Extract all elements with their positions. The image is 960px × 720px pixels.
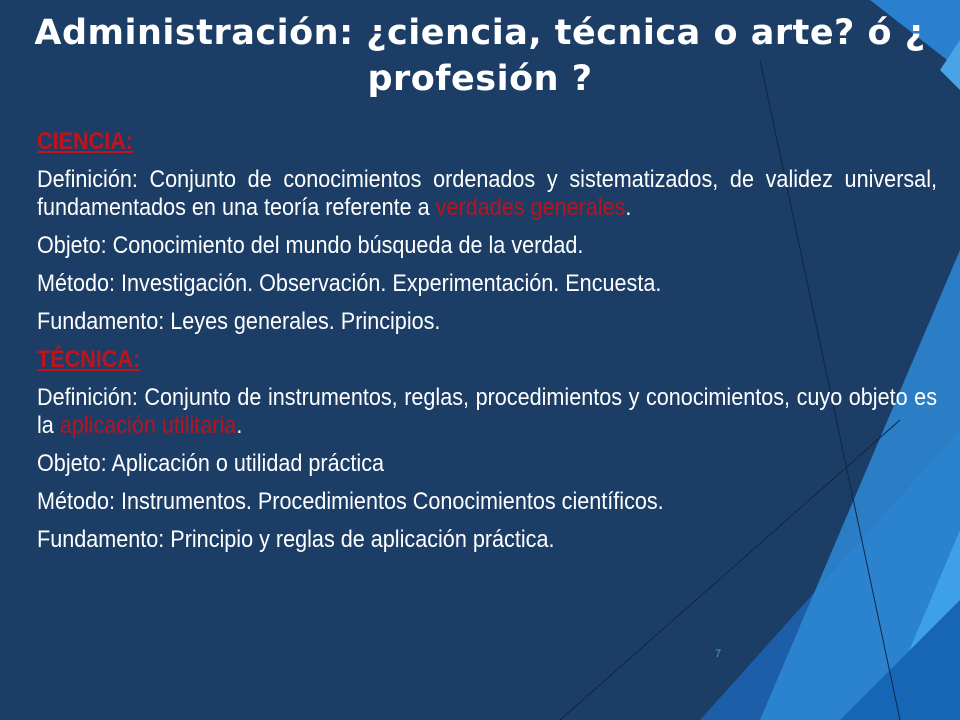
tecnica-definicion-highlight: aplicación utilitaria (59, 412, 237, 439)
tecnica-fundamento: Fundamento: Principio y reglas de aplicación práctica. (37, 526, 555, 553)
slide-body (37, 124, 937, 554)
page-number: 7 (715, 648, 722, 660)
ciencia-definicion-end: . (625, 194, 632, 221)
ciencia-objeto: Objeto: Conocimiento del mundo búsqueda de la verdad. (37, 232, 584, 259)
section-heading-ciencia: CIENCIA: (37, 128, 134, 155)
ciencia-fundamento: Fundamento: Leyes generales. Principios. (37, 308, 441, 335)
tecnica-metodo: Método: Instrumentos. Procedimientos Conocimientos científicos. (37, 488, 664, 515)
tecnica-definicion-text: Definición: Conjunto de instrumentos, reglas, procedimientos y conocimientos, cuyo objeto es la (37, 384, 937, 439)
ciencia-definicion-text: Definición: Conjunto de conocimientos ordenados y sistematizados, de validez universal, fundamentados en una teoría referente a (37, 166, 937, 221)
tecnica-definicion (37, 384, 937, 440)
page-title: Administración: ¿ciencia, técnica o arte? ó ¿ profesión ? (34, 13, 926, 99)
ciencia-definicion (37, 166, 937, 222)
tecnica-objeto: Objeto: Aplicación o utilidad práctica (37, 450, 385, 477)
section-heading-tecnica: TÉCNICA: (37, 346, 141, 373)
ciencia-metodo: Método: Investigación. Observación. Experimentación. Encuesta. (37, 270, 662, 297)
ciencia-definicion-highlight: verdades generales (435, 194, 626, 221)
tecnica-definicion-end: . (236, 412, 243, 439)
